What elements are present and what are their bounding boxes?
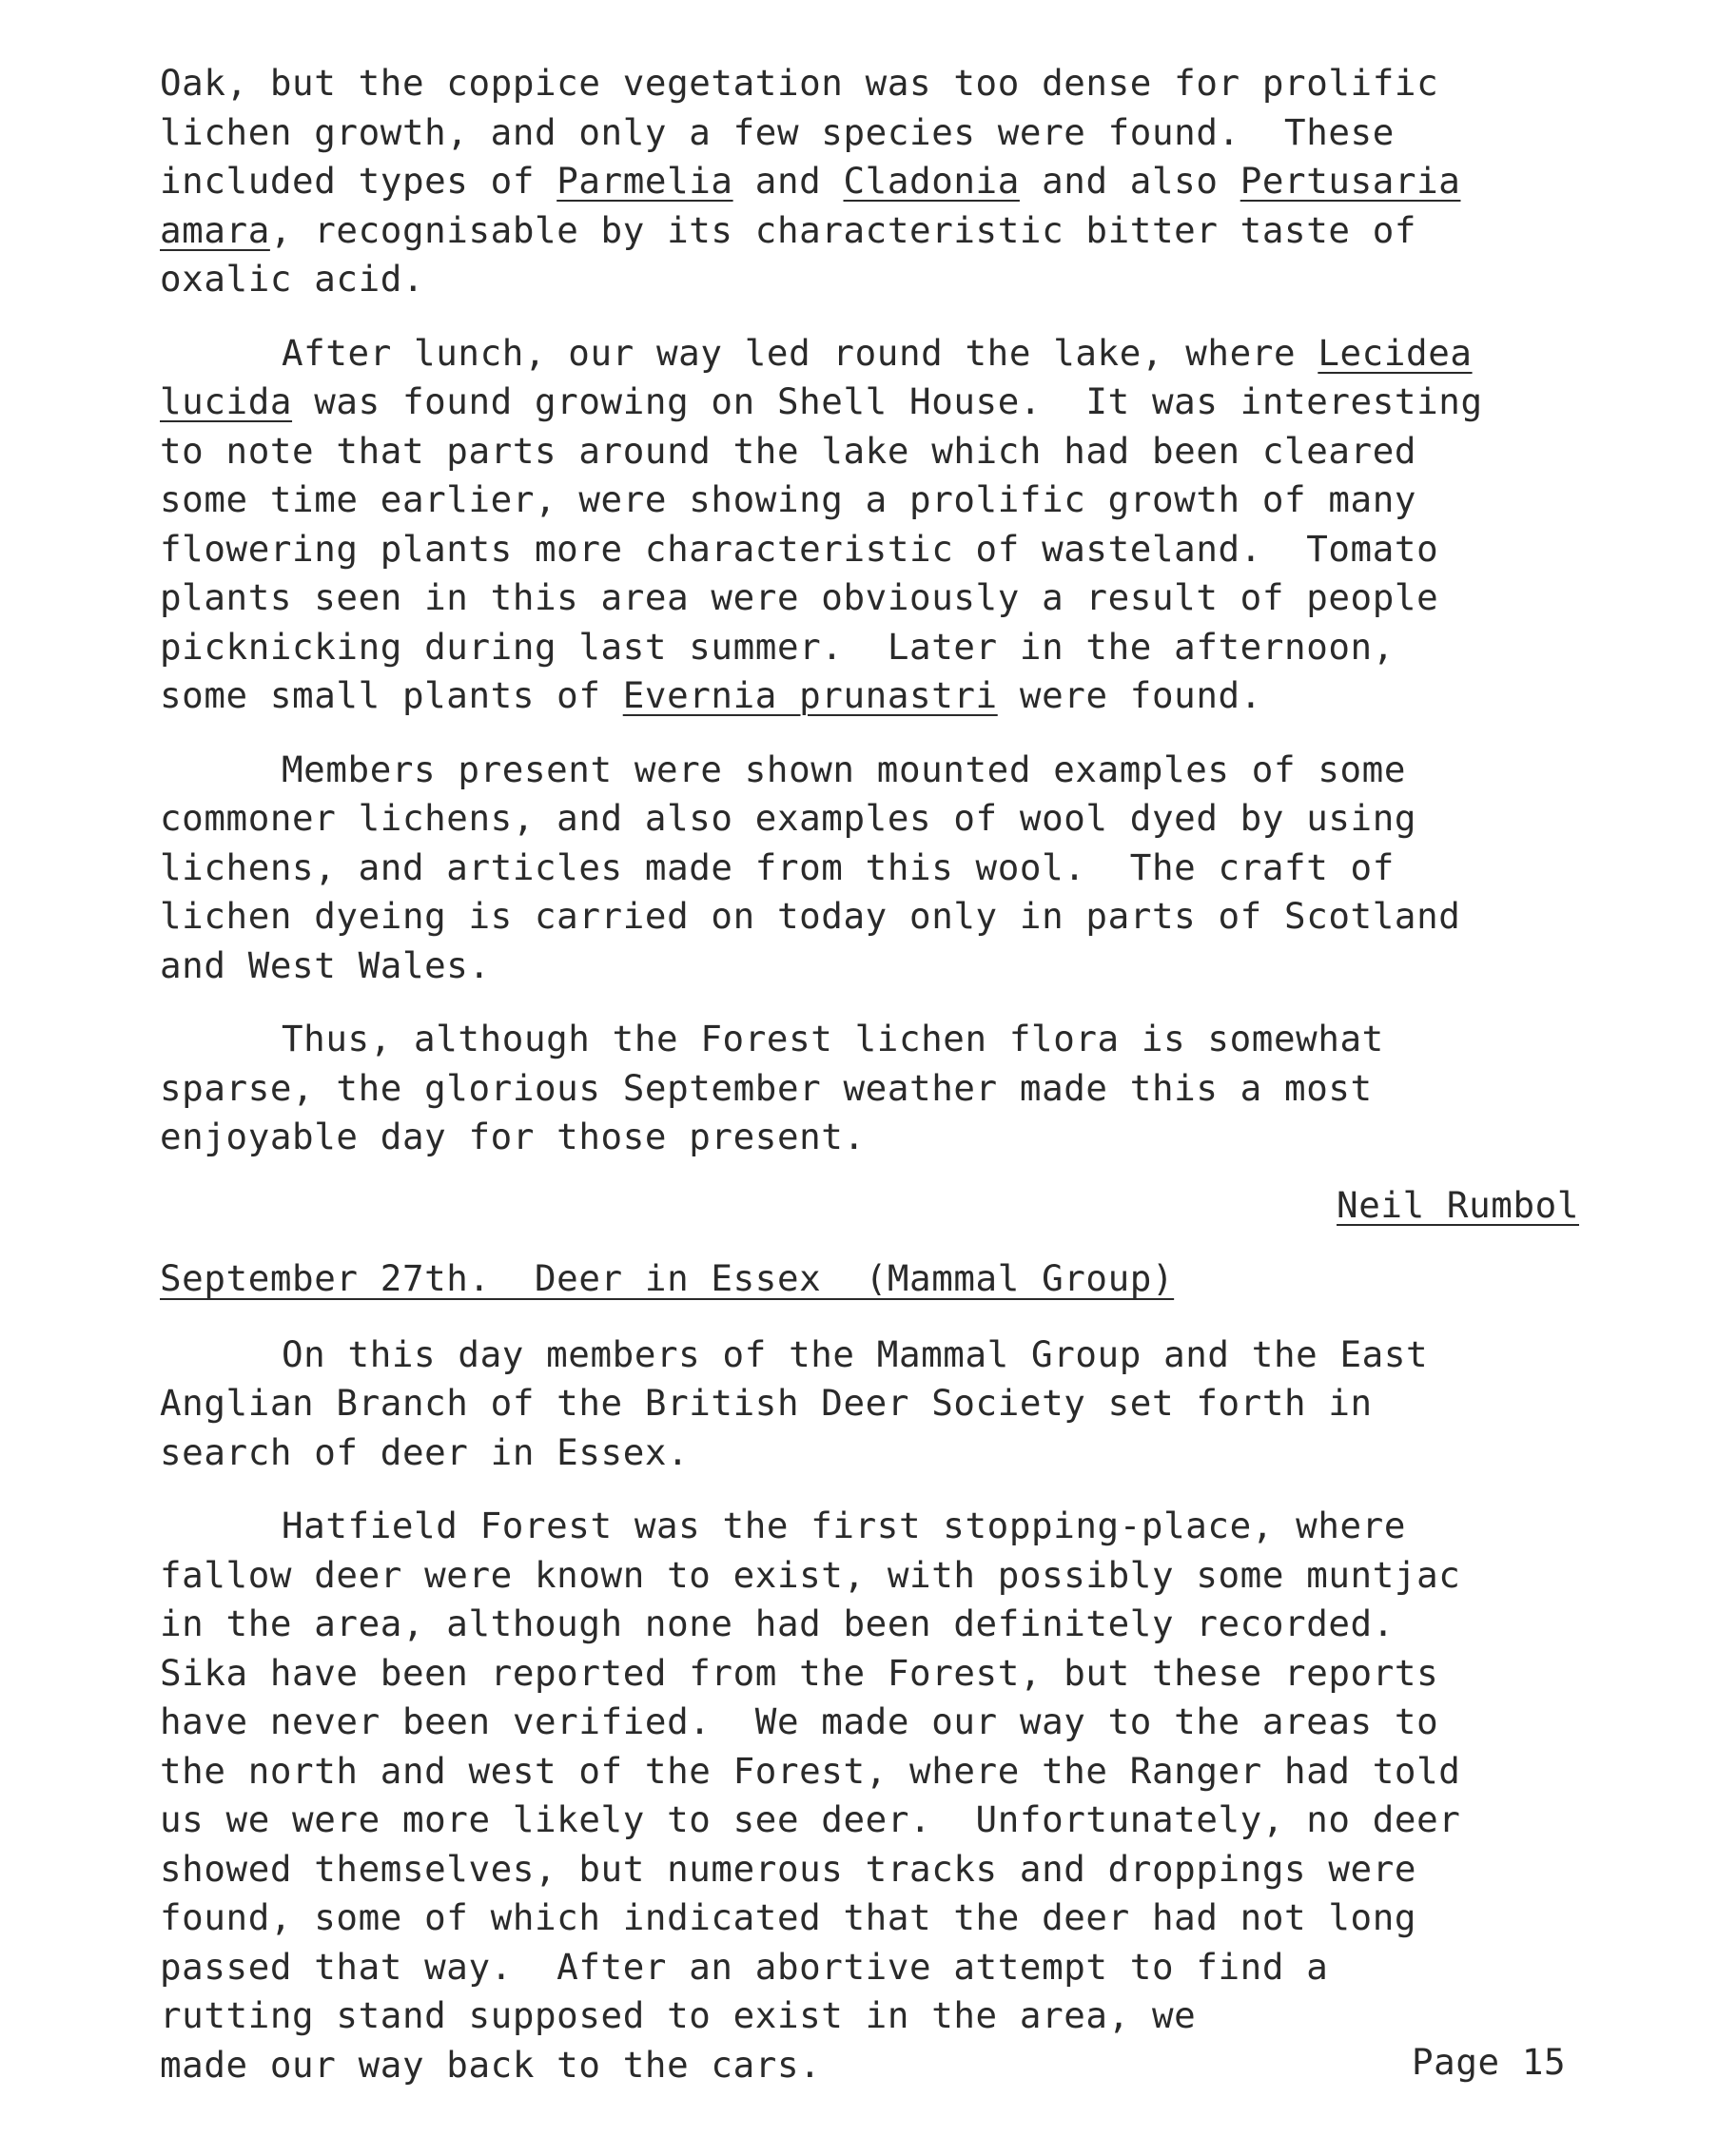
text-line: lichens, and articles made from this wool. The craft of xyxy=(160,845,1395,888)
paragraph-hatfield xyxy=(160,1502,1587,2089)
text-line: enjoyable day for those present. xyxy=(160,1116,866,1157)
signature-name: Neil Rumbol xyxy=(1337,1183,1579,1226)
text-line: fallow deer were known to exist, with possibly some muntjac xyxy=(160,1553,1461,1596)
species-pertusaria: Pertusaria xyxy=(1240,160,1461,202)
paragraph-members xyxy=(160,746,1587,991)
text-line: sparse, the glorious September weather made this a most xyxy=(160,1066,1373,1109)
text-line: Anglian Branch of the British Deer Society set forth in xyxy=(160,1382,1373,1424)
species-lucida: lucida xyxy=(160,380,293,422)
text-line: commoner lichens, and also examples of wool dyed by using xyxy=(160,797,1417,839)
signature xyxy=(160,1181,1587,1231)
text-line: flowering plants more characteristic of wasteland. Tomato xyxy=(160,527,1439,570)
text-fragment: and xyxy=(732,160,844,202)
text-line: included types of xyxy=(160,160,557,202)
text-line: found, some of which indicated that the deer had not long xyxy=(160,1896,1417,1938)
text-line: lichen growth, and only a few species were found. These xyxy=(160,110,1395,153)
text-fragment: some small plants of xyxy=(160,674,623,716)
text-fragment: was found growing on Shell House. It was interesting xyxy=(292,380,1483,422)
text-line: oxalic acid. xyxy=(160,258,425,300)
text-line: the north and west of the Forest, where the Ranger had told xyxy=(160,1749,1461,1792)
section-heading: September 27th. Deer in Essex (Mammal Group) xyxy=(160,1257,1175,1299)
text-line: Sika have been reported from the Forest, but these reports xyxy=(160,1651,1439,1694)
paragraph-lichen-oak xyxy=(160,59,1587,304)
text-line: some time earlier, were showing a prolific growth of many xyxy=(160,478,1417,520)
text-line: us we were more likely to see deer. Unfortunately, no deer xyxy=(160,1798,1461,1840)
text-line: Members present were shown mounted examples of some xyxy=(282,748,1407,790)
text-line: On this day members of the Mammal Group and the East xyxy=(282,1332,1429,1375)
text-line: Oak, but the coppice vegetation was too dense for prolific xyxy=(160,62,1439,104)
species-cladonia: Cladonia xyxy=(843,160,1020,202)
text-fragment: , recognisable by its characteristic bitter taste of xyxy=(269,208,1417,251)
text-line: plants seen in this area were obviously a result of people xyxy=(160,576,1439,618)
text-line: Thus, although the Forest lichen flora is somewhat xyxy=(282,1018,1384,1059)
text-line: made our way back to the cars. xyxy=(160,2043,822,2086)
text-fragment: and also xyxy=(1019,160,1240,202)
page-number: Page 15 xyxy=(1412,2041,1567,2083)
text-line: search of deer in Essex. xyxy=(160,1430,690,1473)
text-line: passed that way. After an abortive attempt to find a xyxy=(160,1945,1329,1988)
species-amara: amara xyxy=(160,208,270,251)
document-page xyxy=(160,59,1587,2114)
text-line: lichen dyeing is carried on today only in parts of Scotland xyxy=(160,895,1461,937)
paragraph-mammal-intro xyxy=(160,1331,1587,1478)
text-fragment: After lunch, our way led round the lake, where xyxy=(282,331,1318,374)
text-line: showed themselves, but numerous tracks and droppings were xyxy=(160,1847,1417,1890)
text-fragment: were found. xyxy=(997,674,1262,716)
text-line: picknicking during last summer. Later in the afternoon, xyxy=(160,625,1395,668)
species-parmelia: Parmelia xyxy=(556,160,733,202)
species-lecidea: Lecidea xyxy=(1318,331,1473,374)
text-line: Hatfield Forest was the first stopping-place, where xyxy=(282,1505,1407,1546)
text-line: have never been verified. We made our way to the areas to xyxy=(160,1700,1439,1742)
text-line: in the area, although none had been definitely recorded. xyxy=(160,1602,1395,1644)
species-evernia: Evernia prunastri xyxy=(622,674,998,716)
text-line: rutting stand supposed to exist in the area, we xyxy=(160,1994,1197,2036)
paragraph-after-lunch xyxy=(160,329,1587,721)
text-line: to note that parts around the lake which had been cleared xyxy=(160,429,1417,472)
paragraph-thus xyxy=(160,1015,1587,1162)
text-line: and West Wales. xyxy=(160,943,491,986)
